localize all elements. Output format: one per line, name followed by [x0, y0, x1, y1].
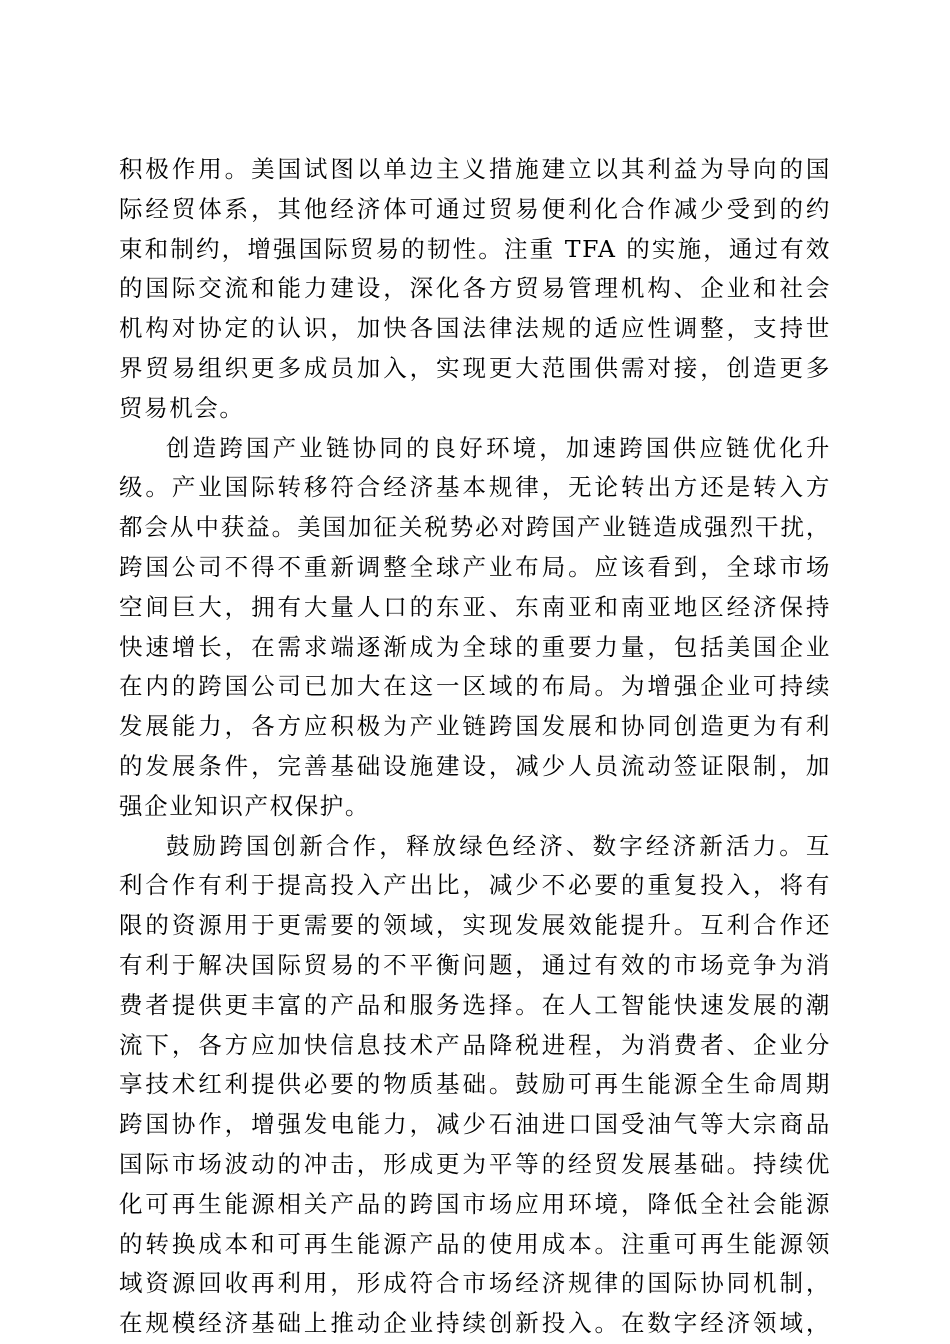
- text-line: 限的资源用于更需要的领域，实现发展效能提升。互利合作还: [119, 911, 831, 940]
- article-body: [119, 150, 831, 1344]
- text-line: 跨国公司不得不重新调整全球产业布局。应该看到，全球市场: [119, 552, 831, 581]
- text-line-last: 强企业知识产权保护。: [119, 791, 370, 820]
- text-line: 流下，各方应加快信息技术产品降税进程，为消费者、企业分: [119, 1030, 831, 1059]
- text-line: 空间巨大，拥有大量人口的东亚、东南亚和南亚地区经济保持: [119, 592, 831, 621]
- text-line: 在规模经济基础上推动企业持续创新投入。在数字经济领域，: [119, 1309, 831, 1338]
- text-line: 域资源回收再利用，形成符合市场经济规律的国际协同机制，: [119, 1269, 831, 1298]
- text-line: 快速增长，在需求端逐渐成为全球的重要力量，包括美国企业: [119, 632, 831, 661]
- text-line: 跨国协作，增强发电能力，减少石油进口国受油气等大宗商品: [119, 1110, 831, 1139]
- text-line-first: 鼓励跨国创新合作，释放绿色经济、数字经济新活力。互: [166, 831, 831, 860]
- text-line: 的国际交流和能力建设，深化各方贸易管理机构、企业和社会: [119, 274, 831, 303]
- text-line: 的发展条件，完善基础设施建设，减少人员流动签证限制，加: [119, 751, 831, 780]
- text-line: 有利于解决国际贸易的不平衡问题，通过有效的市场竞争为消: [119, 950, 831, 979]
- text-line: 国际市场波动的冲击，形成更为平等的经贸发展基础。持续优: [119, 1149, 831, 1178]
- text-line: 都会从中获益。美国加征关税势必对跨国产业链造成强烈干扰，: [119, 513, 831, 542]
- text-line: 在内的跨国公司已加大在这一区域的布局。为增强企业可持续: [119, 672, 831, 701]
- text-line: 际经贸体系，其他经济体可通过贸易便利化合作减少受到的约: [119, 194, 831, 223]
- text-line: 级。产业国际转移符合经济基本规律，无论转出方还是转入方: [119, 473, 831, 502]
- text-line: 利合作有利于提高投入产出比，减少不必要的重复投入，将有: [119, 871, 831, 900]
- paragraph-trade-facilitation: [119, 150, 831, 429]
- text-line-first: 创造跨国产业链协同的良好环境，加速跨国供应链优化升: [166, 433, 831, 462]
- paragraph-innovation-cooperation: [119, 827, 831, 1344]
- text-line: 机构对协定的认识，加快各国法律法规的适应性调整，支持世: [119, 314, 831, 343]
- text-line: 积极作用。美国试图以单边主义措施建立以其利益为导向的国: [119, 155, 831, 183]
- text-line: 束和制约，增强国际贸易的韧性。注重 TFA 的实施，通过有效: [119, 234, 831, 263]
- text-line-last: 贸易机会。: [119, 393, 245, 422]
- text-line: 的转换成本和可再生能源产品的使用成本。注重可再生能源领: [119, 1229, 831, 1258]
- paragraph-industry-chain: [119, 429, 831, 827]
- text-line: 发展能力，各方应积极为产业链跨国发展和协同创造更为有利: [119, 712, 831, 741]
- text-line: 界贸易组织更多成员加入，实现更大范围供需对接，创造更多: [119, 353, 831, 382]
- text-line: 费者提供更丰富的产品和服务选择。在人工智能快速发展的潮: [119, 990, 831, 1019]
- text-line: 享技术红利提供必要的物质基础。鼓励可再生能源全生命周期: [119, 1070, 831, 1099]
- text-line: 化可再生能源相关产品的跨国市场应用环境，降低全社会能源: [119, 1189, 831, 1218]
